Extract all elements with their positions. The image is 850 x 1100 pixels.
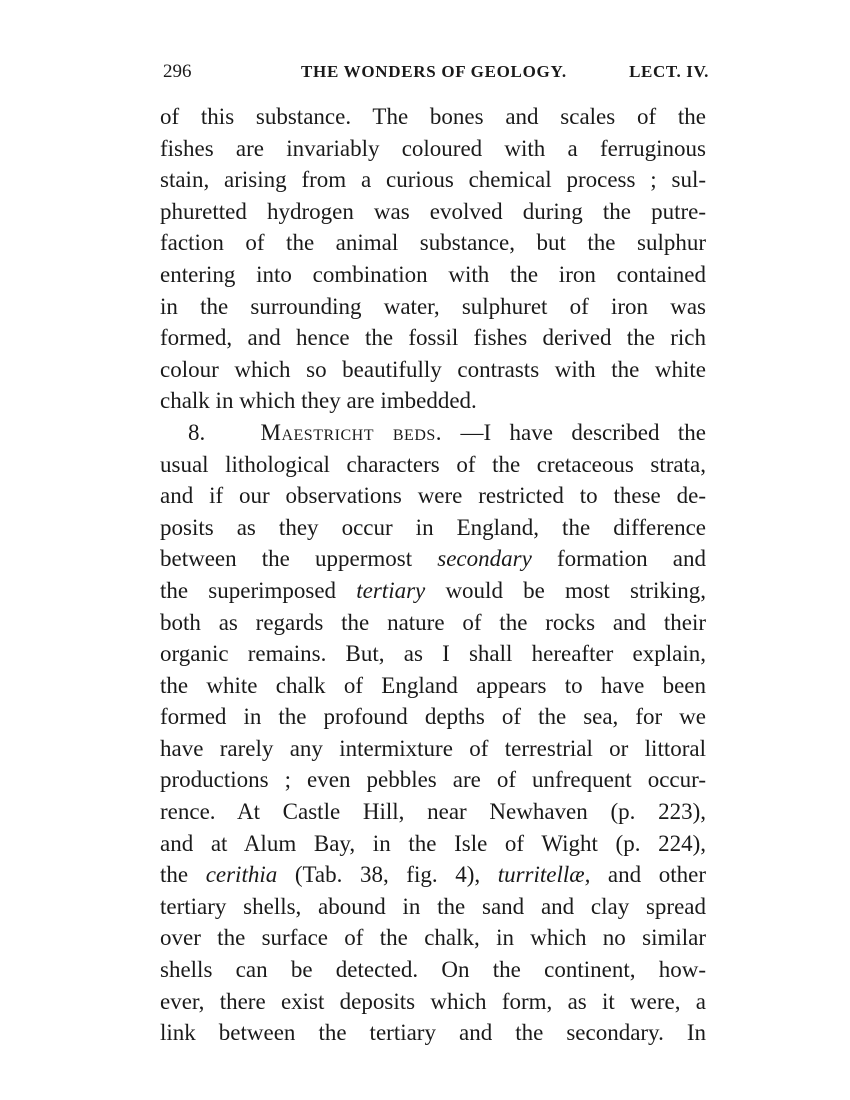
- text-line: shells can be detected. On the continent, how-: [160, 957, 706, 983]
- text-line: [160, 543, 706, 575]
- text-line: in the surrounding water, sulphuret of iron was: [160, 293, 706, 319]
- lecture-label: LECT. IV.: [629, 62, 709, 81]
- italic-term: turritellæ,: [497, 862, 591, 888]
- text-run: would be most striking,: [425, 577, 706, 603]
- section-heading-line: [160, 417, 706, 449]
- text-line: organic remains. But, as I shall hereafter explain,: [160, 641, 706, 667]
- section-heading: Maestricht beds.: [260, 419, 443, 445]
- text-line: [160, 859, 706, 891]
- text-line: ever, there exist deposits which form, as it were, a: [160, 988, 706, 1014]
- text-line: and at Alum Bay, in the Isle of Wight (p. 224),: [160, 830, 706, 856]
- text-line: over the surface of the chalk, in which no similar: [160, 925, 706, 951]
- text-line: phuretted hydrogen was evolved during the putre-: [160, 198, 706, 224]
- text-line: chalk in which they are imbedded.: [160, 388, 477, 414]
- italic-term: tertiary: [356, 577, 426, 603]
- book-title: THE WONDERS OF GEOLOGY.: [301, 62, 567, 81]
- text-line: usual lithological characters of the cretaceous strata,: [160, 451, 706, 477]
- text-line: posits as they occur in England, the difference: [160, 514, 706, 540]
- page-number: 296: [163, 61, 192, 82]
- text-line: faction of the animal substance, but the sulphur: [160, 230, 706, 256]
- section-dash-text: —I have described the: [460, 419, 707, 445]
- text-line: fishes are invariably coloured with a ferruginous: [160, 135, 706, 161]
- text-run: and other: [590, 862, 706, 888]
- text-line: [160, 575, 706, 607]
- text-run: the superimposed: [160, 577, 357, 603]
- italic-term: cerithia: [205, 862, 278, 888]
- text-line: rence. At Castle Hill, near Newhaven (p. 223),: [160, 799, 706, 825]
- text-line: have rarely any intermixture of terrestrial or littoral: [160, 735, 706, 761]
- text-line: link between the tertiary and the secondary. In: [160, 1020, 706, 1046]
- text-line: formed in the profound depths of the sea, for we: [160, 704, 706, 730]
- text-line: formed, and hence the fossil fishes derived the rich: [160, 325, 706, 351]
- text-run: (Tab. 38, fig. 4),: [277, 862, 498, 888]
- text-line: tertiary shells, abound in the sand and clay spread: [160, 893, 706, 919]
- running-head: [163, 60, 709, 84]
- body-text: [160, 101, 706, 1049]
- text-line: colour which so beautifully contrasts with the white: [160, 356, 706, 382]
- italic-term: secondary: [437, 546, 532, 572]
- text-line: of this substance. The bones and scales of the: [160, 104, 706, 129]
- text-run: the: [160, 862, 206, 888]
- text-line: the white chalk of England appears to have been: [160, 672, 706, 698]
- text-run: formation and: [531, 546, 706, 572]
- text-line: entering into combination with the iron contained: [160, 261, 706, 287]
- text-line: and if our observations were restricted to these de-: [160, 483, 706, 509]
- text-line: both as regards the nature of the rocks and their: [160, 609, 706, 635]
- text-line: stain, arising from a curious chemical process ; sul-: [160, 167, 706, 193]
- text-run: between the uppermost: [160, 546, 438, 572]
- text-line: productions ; even pebbles are of unfrequent occur-: [160, 767, 706, 793]
- section-number: 8.: [188, 419, 206, 445]
